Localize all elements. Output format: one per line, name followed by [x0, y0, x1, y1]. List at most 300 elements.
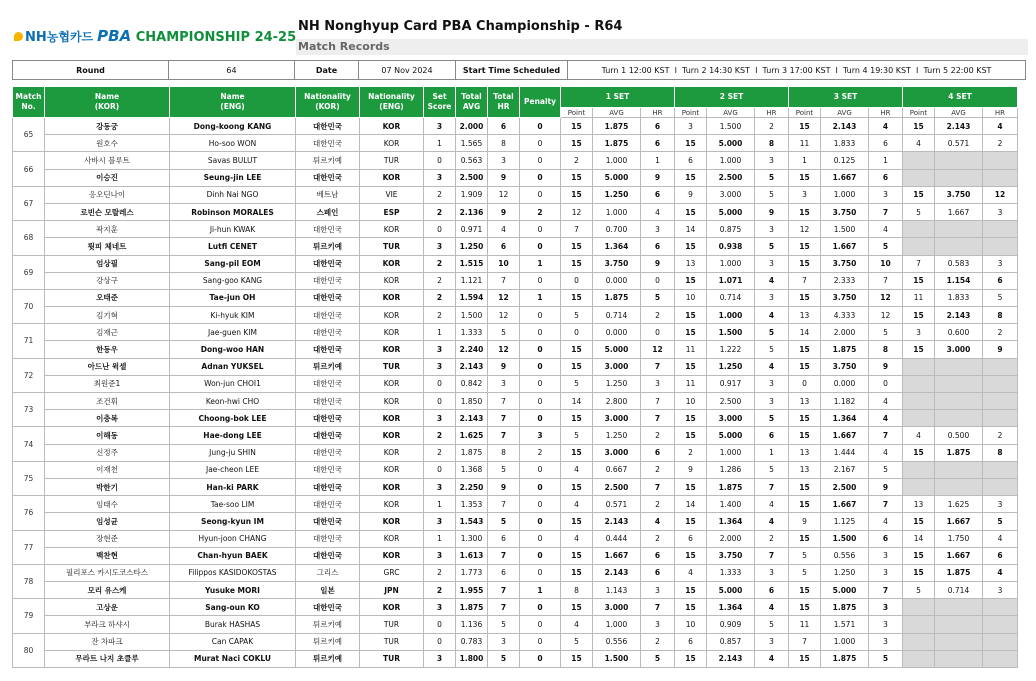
set-3-hr: 9 — [869, 478, 903, 495]
set-1-point: 15 — [561, 238, 593, 255]
penalty: 0 — [520, 478, 561, 495]
penalty: 0 — [520, 547, 561, 564]
player-name-kor: 부라크 하샤시 — [45, 616, 170, 633]
set-4-hr: 2 — [983, 427, 1018, 444]
total-avg: 1.300 — [456, 530, 488, 547]
table-row — [13, 582, 1018, 599]
set-4-empty — [935, 238, 983, 255]
set-3-point: 9 — [789, 513, 821, 530]
table-row — [13, 513, 1018, 530]
player-name-kor: 한동우 — [45, 341, 170, 358]
date-value: 07 Nov 2024 — [359, 61, 456, 80]
set-1-avg: 1.000 — [593, 616, 641, 633]
set-1-avg: 0.571 — [593, 496, 641, 513]
set-4-point: 14 — [903, 530, 935, 547]
set-1-hr: 7 — [641, 478, 675, 495]
table-row — [13, 203, 1018, 220]
match-number: 75 — [13, 461, 45, 495]
set-4-hr: 6 — [983, 547, 1018, 564]
set-2-hr: 8 — [755, 135, 789, 152]
player-name-kor: 장현준 — [45, 530, 170, 547]
set-4-point: 11 — [903, 289, 935, 306]
player-name-kor: 임태수 — [45, 496, 170, 513]
set-3-hr: 7 — [869, 272, 903, 289]
table-row — [13, 410, 1018, 427]
set-4-point: 15 — [903, 186, 935, 203]
set-4-point: 15 — [903, 444, 935, 461]
player-name-kor: 사바시 블루트 — [45, 152, 170, 169]
round-info-table — [12, 60, 1026, 80]
match-records-table — [12, 86, 1018, 668]
set-4-avg: 1.875 — [935, 564, 983, 581]
player-name-eng: Savas BULUT — [170, 152, 296, 169]
nationality-eng: TUR — [360, 358, 424, 375]
set-1-avg: 0.700 — [593, 221, 641, 238]
set-3-avg: 1.875 — [821, 341, 869, 358]
set-3-hr: 4 — [869, 513, 903, 530]
nationality-eng: KOR — [360, 410, 424, 427]
set-2-avg: 1.333 — [707, 564, 755, 581]
set-3-hr: 3 — [869, 599, 903, 616]
table-row — [13, 564, 1018, 581]
set-2-avg: 0.875 — [707, 221, 755, 238]
set-3-point: 7 — [789, 633, 821, 650]
set-4-empty — [983, 375, 1018, 392]
set-1-hr: 6 — [641, 186, 675, 203]
set-1-avg: 1.364 — [593, 238, 641, 255]
player-name-kor: 필리포스 카시도코스타스 — [45, 564, 170, 581]
set-3-avg: 3.750 — [821, 289, 869, 306]
logo-korean: 농협카드 — [46, 30, 94, 44]
set-2-point: 11 — [675, 341, 707, 358]
set-score: 3 — [424, 478, 456, 495]
set-1-avg: 2.143 — [593, 564, 641, 581]
player-name-eng: Tae-jun OH — [170, 289, 296, 306]
set-4-avg: 1.667 — [935, 513, 983, 530]
set-4-hr: 3 — [983, 496, 1018, 513]
penalty: 0 — [520, 238, 561, 255]
player-name-kor: 원호수 — [45, 135, 170, 152]
set-3-avg: 1.125 — [821, 513, 869, 530]
set-2-hr: 4 — [755, 272, 789, 289]
nationality-kor: 대한민국 — [296, 461, 360, 478]
set-3-hr: 7 — [869, 496, 903, 513]
set-3-hr: 5 — [869, 650, 903, 667]
set-3-avg: 1.000 — [821, 186, 869, 203]
col-set-2: 2 SET — [675, 87, 789, 108]
player-name-kor: 이승진 — [45, 169, 170, 186]
set-3-avg: 1.571 — [821, 616, 869, 633]
col-set-3: 3 SET — [789, 87, 903, 108]
set-3-point: 15 — [789, 289, 821, 306]
total-avg: 0.783 — [456, 633, 488, 650]
set-1-hr: 2 — [641, 530, 675, 547]
set-4-empty — [983, 478, 1018, 495]
set-1-hr: 7 — [641, 358, 675, 375]
set-score: 0 — [424, 221, 456, 238]
set-4-empty — [935, 461, 983, 478]
player-name-eng: Jae-guen KIM — [170, 324, 296, 341]
match-number: 68 — [13, 221, 45, 255]
set-2-hr: 6 — [755, 427, 789, 444]
player-name-eng: Can CAPAK — [170, 633, 296, 650]
player-name-kor: 조건휘 — [45, 393, 170, 410]
set-1-point: 15 — [561, 444, 593, 461]
set-1-point: 15 — [561, 169, 593, 186]
set-3-hr: 7 — [869, 203, 903, 220]
player-name-kor: 김재근 — [45, 324, 170, 341]
nationality-kor: 대한민국 — [296, 375, 360, 392]
set-score: 3 — [424, 599, 456, 616]
set-3-point: 13 — [789, 393, 821, 410]
nationality-eng: TUR — [360, 633, 424, 650]
set-1-point: 15 — [561, 547, 593, 564]
set-1-avg: 5.000 — [593, 169, 641, 186]
set-3-avg: 0.000 — [821, 375, 869, 392]
player-name-eng: Chan-hyun BAEK — [170, 547, 296, 564]
set-2-avg: 0.857 — [707, 633, 755, 650]
set-4-empty — [903, 152, 935, 169]
nationality-kor: 튀르키예 — [296, 650, 360, 667]
set-4-avg: 0.600 — [935, 324, 983, 341]
nationality-eng: GRC — [360, 564, 424, 581]
set-2-point: 15 — [675, 203, 707, 220]
total-hr: 8 — [488, 444, 520, 461]
table-row — [13, 238, 1018, 255]
total-avg: 2.250 — [456, 478, 488, 495]
set-1-hr: 2 — [641, 461, 675, 478]
set-1-hr: 6 — [641, 135, 675, 152]
set-score: 3 — [424, 547, 456, 564]
penalty: 0 — [520, 616, 561, 633]
set-2-avg: 1.000 — [707, 444, 755, 461]
set-4-empty — [903, 169, 935, 186]
start-time-label: Start Time Scheduled — [456, 61, 568, 80]
set-3-point: 3 — [789, 186, 821, 203]
set-2-point: 15 — [675, 513, 707, 530]
total-hr: 5 — [488, 461, 520, 478]
match-number: 74 — [13, 427, 45, 461]
table-row — [13, 324, 1018, 341]
set-1-hr: 6 — [641, 238, 675, 255]
set-1-point: 15 — [561, 650, 593, 667]
set-2-hr: 9 — [755, 203, 789, 220]
total-avg: 1.955 — [456, 582, 488, 599]
player-name-eng: Han-ki PARK — [170, 478, 296, 495]
set-1-point: 4 — [561, 616, 593, 633]
set-3-avg: 1.364 — [821, 410, 869, 427]
player-name-kor: 무라트 나지 초클루 — [45, 650, 170, 667]
set-3-point: 15 — [789, 358, 821, 375]
set-score: 2 — [424, 272, 456, 289]
player-name-eng: Robinson MORALES — [170, 203, 296, 220]
set-4-empty — [983, 393, 1018, 410]
set-4-empty — [983, 238, 1018, 255]
sub-hr: HR — [755, 108, 789, 118]
set-4-point: 4 — [903, 427, 935, 444]
set-score: 2 — [424, 255, 456, 272]
set-3-avg: 2.333 — [821, 272, 869, 289]
player-name-kor: 모리 유스케 — [45, 582, 170, 599]
set-4-avg: 3.750 — [935, 186, 983, 203]
set-3-point: 15 — [789, 238, 821, 255]
set-3-point: 5 — [789, 564, 821, 581]
player-name-eng: Filippos KASIDOKOSTAS — [170, 564, 296, 581]
set-2-hr: 4 — [755, 307, 789, 324]
total-avg: 1.368 — [456, 461, 488, 478]
penalty: 0 — [520, 633, 561, 650]
total-avg: 2.136 — [456, 203, 488, 220]
total-hr: 9 — [488, 203, 520, 220]
total-avg: 1.850 — [456, 393, 488, 410]
total-hr: 8 — [488, 135, 520, 152]
set-4-empty — [935, 410, 983, 427]
col-name-eng: Name (ENG) — [170, 87, 296, 118]
set-score: 3 — [424, 341, 456, 358]
set-2-hr: 3 — [755, 289, 789, 306]
nationality-kor: 대한민국 — [296, 289, 360, 306]
nationality-eng: KOR — [360, 324, 424, 341]
set-3-avg: 0.125 — [821, 152, 869, 169]
set-1-avg: 0.444 — [593, 530, 641, 547]
set-2-hr: 6 — [755, 582, 789, 599]
set-1-point: 5 — [561, 633, 593, 650]
penalty: 0 — [520, 496, 561, 513]
set-3-hr: 3 — [869, 633, 903, 650]
penalty: 0 — [520, 393, 561, 410]
set-score: 3 — [424, 169, 456, 186]
nationality-kor: 튀르키예 — [296, 358, 360, 375]
player-name-kor: 백찬현 — [45, 547, 170, 564]
table-row — [13, 307, 1018, 324]
set-4-empty — [903, 410, 935, 427]
set-2-avg: 0.714 — [707, 289, 755, 306]
date-label: Date — [295, 61, 359, 80]
total-hr: 5 — [488, 324, 520, 341]
nationality-eng: KOR — [360, 513, 424, 530]
set-1-avg: 2.143 — [593, 513, 641, 530]
player-name-kor: 이충복 — [45, 410, 170, 427]
page-header — [0, 0, 1036, 56]
total-avg: 1.515 — [456, 255, 488, 272]
total-hr: 7 — [488, 547, 520, 564]
set-3-point: 0 — [789, 375, 821, 392]
nationality-eng: KOR — [360, 375, 424, 392]
set-2-point: 11 — [675, 375, 707, 392]
set-1-point: 2 — [561, 152, 593, 169]
set-1-avg: 1.143 — [593, 582, 641, 599]
match-records-body — [13, 118, 1018, 668]
set-3-avg: 5.000 — [821, 582, 869, 599]
set-score: 3 — [424, 650, 456, 667]
set-1-point: 5 — [561, 375, 593, 392]
total-hr: 3 — [488, 152, 520, 169]
player-name-eng: Murat Naci COKLU — [170, 650, 296, 667]
set-3-hr: 3 — [869, 564, 903, 581]
player-name-eng: Yusuke MORI — [170, 582, 296, 599]
total-avg: 0.842 — [456, 375, 488, 392]
set-3-hr: 6 — [869, 169, 903, 186]
set-3-hr: 5 — [869, 461, 903, 478]
player-name-eng: Dong-woo HAN — [170, 341, 296, 358]
set-2-avg: 1.364 — [707, 599, 755, 616]
set-3-avg: 1.667 — [821, 427, 869, 444]
set-4-avg: 0.571 — [935, 135, 983, 152]
table-row — [13, 169, 1018, 186]
subtitle-bar — [296, 39, 1028, 55]
total-hr: 4 — [488, 221, 520, 238]
player-name-eng: Jung-ju SHIN — [170, 444, 296, 461]
set-1-hr: 5 — [641, 650, 675, 667]
nationality-kor: 대한민국 — [296, 513, 360, 530]
penalty: 2 — [520, 444, 561, 461]
player-name-eng: Lutfi CENET — [170, 238, 296, 255]
set-2-avg: 1.500 — [707, 118, 755, 135]
nationality-kor: 튀르키예 — [296, 238, 360, 255]
nationality-kor: 튀르키예 — [296, 616, 360, 633]
set-1-avg: 1.875 — [593, 118, 641, 135]
set-3-point: 13 — [789, 461, 821, 478]
player-name-kor: 임성균 — [45, 513, 170, 530]
set-1-avg: 0.556 — [593, 633, 641, 650]
set-4-point: 15 — [903, 513, 935, 530]
penalty: 0 — [520, 599, 561, 616]
set-4-avg: 0.714 — [935, 582, 983, 599]
set-4-empty — [935, 169, 983, 186]
total-avg: 1.543 — [456, 513, 488, 530]
set-2-hr: 2 — [755, 530, 789, 547]
set-3-hr: 5 — [869, 238, 903, 255]
set-2-hr: 7 — [755, 478, 789, 495]
set-2-hr: 3 — [755, 255, 789, 272]
set-score: 0 — [424, 375, 456, 392]
set-2-hr: 4 — [755, 599, 789, 616]
col-match-no: Match No. — [13, 87, 45, 118]
table-row — [13, 496, 1018, 513]
set-2-point: 15 — [675, 410, 707, 427]
set-1-point: 15 — [561, 135, 593, 152]
nationality-kor: 대한민국 — [296, 255, 360, 272]
player-name-eng: Sang-pil EOM — [170, 255, 296, 272]
set-1-point: 15 — [561, 599, 593, 616]
set-1-hr: 7 — [641, 410, 675, 427]
set-1-point: 15 — [561, 118, 593, 135]
set-2-hr: 5 — [755, 461, 789, 478]
set-2-point: 15 — [675, 478, 707, 495]
nationality-eng: TUR — [360, 238, 424, 255]
match-number: 80 — [13, 633, 45, 667]
set-2-point: 10 — [675, 393, 707, 410]
set-1-hr: 5 — [641, 289, 675, 306]
total-hr: 7 — [488, 393, 520, 410]
set-1-avg: 0.000 — [593, 324, 641, 341]
set-2-avg: 5.000 — [707, 135, 755, 152]
set-3-point: 15 — [789, 203, 821, 220]
set-1-point: 0 — [561, 272, 593, 289]
set-2-point: 10 — [675, 289, 707, 306]
set-2-point: 15 — [675, 272, 707, 289]
penalty: 1 — [520, 255, 561, 272]
nationality-kor: 대한민국 — [296, 547, 360, 564]
set-3-avg: 2.143 — [821, 118, 869, 135]
set-3-hr: 3 — [869, 547, 903, 564]
set-3-avg: 4.333 — [821, 307, 869, 324]
round-label: Round — [13, 61, 169, 80]
set-3-hr: 4 — [869, 410, 903, 427]
set-3-avg: 1.500 — [821, 530, 869, 547]
player-name-kor: 아드난 윅셀 — [45, 358, 170, 375]
set-score: 3 — [424, 358, 456, 375]
total-hr: 9 — [488, 478, 520, 495]
set-3-hr: 4 — [869, 393, 903, 410]
table-row — [13, 135, 1018, 152]
set-3-hr: 7 — [869, 427, 903, 444]
table-row — [13, 427, 1018, 444]
player-name-kor: 륏피 체네트 — [45, 238, 170, 255]
player-name-eng: Seung-jin LEE — [170, 169, 296, 186]
set-4-point: 5 — [903, 582, 935, 599]
total-hr: 12 — [488, 307, 520, 324]
penalty: 2 — [520, 203, 561, 220]
set-score: 2 — [424, 203, 456, 220]
set-2-avg: 3.000 — [707, 186, 755, 203]
penalty: 0 — [520, 221, 561, 238]
set-2-point: 6 — [675, 633, 707, 650]
nationality-kor: 대한민국 — [296, 530, 360, 547]
total-avg: 1.565 — [456, 135, 488, 152]
set-4-avg: 0.500 — [935, 427, 983, 444]
col-set-1: 1 SET — [561, 87, 675, 108]
sub-avg: AVG — [707, 108, 755, 118]
set-2-point: 15 — [675, 582, 707, 599]
set-3-avg: 1.500 — [821, 221, 869, 238]
set-2-point: 15 — [675, 238, 707, 255]
penalty: 0 — [520, 530, 561, 547]
nationality-kor: 대한민국 — [296, 496, 360, 513]
set-2-point: 13 — [675, 255, 707, 272]
penalty: 3 — [520, 427, 561, 444]
set-2-point: 15 — [675, 324, 707, 341]
set-4-empty — [983, 410, 1018, 427]
nationality-eng: KOR — [360, 169, 424, 186]
set-1-avg: 1.875 — [593, 289, 641, 306]
set-4-avg: 1.154 — [935, 272, 983, 289]
set-4-empty — [903, 358, 935, 375]
penalty: 0 — [520, 461, 561, 478]
set-4-point: 4 — [903, 135, 935, 152]
nationality-eng: KOR — [360, 444, 424, 461]
set-1-hr: 1 — [641, 152, 675, 169]
total-hr: 7 — [488, 410, 520, 427]
set-3-avg: 1.000 — [821, 633, 869, 650]
set-2-avg: 1.875 — [707, 478, 755, 495]
table-row — [13, 530, 1018, 547]
set-2-hr: 4 — [755, 650, 789, 667]
nationality-kor: 대한민국 — [296, 341, 360, 358]
match-number: 65 — [13, 118, 45, 152]
set-2-avg: 5.000 — [707, 427, 755, 444]
set-2-hr: 5 — [755, 341, 789, 358]
set-1-avg: 1.250 — [593, 427, 641, 444]
set-1-hr: 9 — [641, 169, 675, 186]
set-1-avg: 1.250 — [593, 186, 641, 203]
set-1-point: 15 — [561, 341, 593, 358]
set-1-hr: 6 — [641, 444, 675, 461]
set-2-hr: 4 — [755, 358, 789, 375]
set-2-hr: 5 — [755, 616, 789, 633]
set-2-point: 15 — [675, 169, 707, 186]
player-name-kor: 이재천 — [45, 461, 170, 478]
